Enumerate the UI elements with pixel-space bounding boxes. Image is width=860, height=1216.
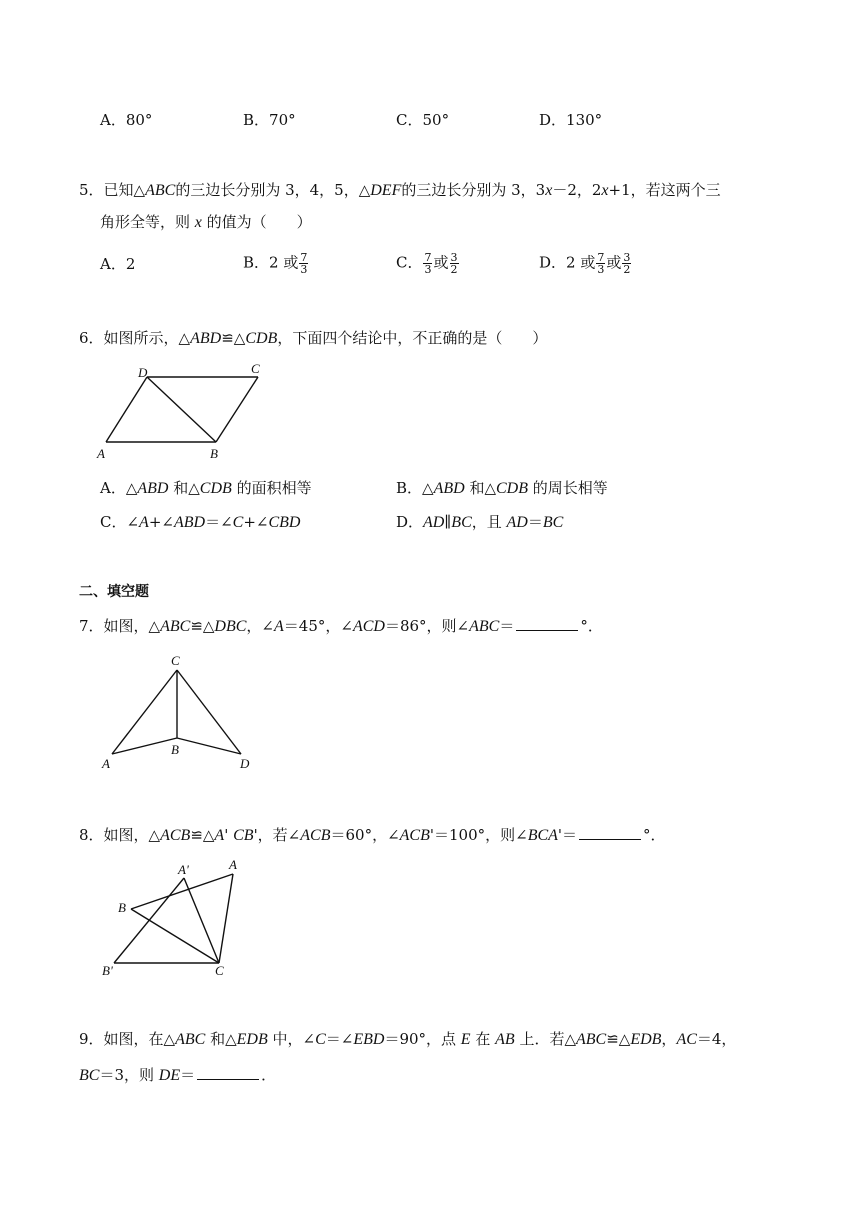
q4-option-b: B．70° (243, 111, 296, 129)
q8-segment-ca (219, 874, 233, 963)
q9-answer-blank[interactable] (197, 1063, 259, 1080)
q6-option-b: B．△ABD 和△CDB 的周长相等 (396, 479, 608, 497)
q6-option-c: C．∠A+∠ABD＝∠C+∠CBD (100, 513, 301, 531)
q6-label-a: A (97, 446, 105, 461)
q6-stem: 6．如图所示，△ABD≌△CDB，下面四个结论中，不正确的是（ ） (79, 329, 548, 347)
q4-option-d: D．130° (539, 111, 603, 129)
q5-option-d: D．2 或 $\frac{7}{3}$ 或 $\frac{3}{2}$ (539, 251, 631, 276)
q8-segment-bc (131, 909, 219, 963)
q6-option-a: A．△ABD 和△CDB 的面积相等 (100, 479, 312, 497)
section-heading-fill-blank: 二、填空题 (79, 584, 149, 600)
q6-label-d: D (138, 365, 148, 380)
q5-stem-line1: 5．已知△ABC的三边长分别为 3，4，5，△DEF的三边长分别为 3，3x－2，2x+1，若这两个三 (79, 181, 721, 199)
q8-label-b-prime: B' (102, 963, 113, 978)
q8-segment-ab (131, 874, 233, 909)
q4-option-a: A．80° (100, 111, 153, 129)
q7-label-a: A (102, 756, 110, 771)
q7-label-c: C (171, 653, 180, 668)
q5-option-a: A．2 (100, 255, 136, 273)
q5-option-b: B．2 或 $\frac{7}{3}$ (243, 251, 308, 276)
q6-label-c: C (251, 361, 260, 376)
q5-option-c: C． $\frac{7}{3}$ 或 $\frac{3}{2}$ (396, 251, 458, 276)
q8-segment-ca-prime (184, 878, 219, 963)
q8-segment-ap-bp (114, 878, 184, 963)
q5-stem-line2: 角形全等，则 x 的值为（ ） (100, 213, 312, 231)
q7-label-d: D (240, 756, 250, 771)
q8-label-c: C (215, 963, 224, 978)
q8-stem: 8．如图，△ACB≌△A' CB'，若∠ACB＝60°，∠ACB'＝100°，则∠BCA'＝ °． (79, 823, 666, 846)
q9-stem-line2: BC＝3，则 DE＝ ． (79, 1063, 276, 1086)
q6-label-b: B (210, 446, 218, 461)
q7-label-b: B (171, 742, 179, 757)
q8-label-a-prime: A' (178, 862, 189, 877)
q9-stem-line1: 9．如图，在△ABC 和△EDB 中，∠C＝∠EBD＝90°，点 E 在 AB 上．若△ABC≌△EDB，AC＝4， (79, 1030, 737, 1048)
q6-option-d: D．AD∥BC，且 AD＝BC (396, 513, 564, 531)
q7-stem: 7．如图，△ABC≌△DBC，∠A＝45°，∠ACD＝86°，则∠ABC＝ °． (79, 614, 603, 637)
q4-option-c: C．50° (396, 111, 450, 129)
q8-label-b: B (118, 900, 126, 915)
q8-label-a: A (229, 857, 237, 872)
